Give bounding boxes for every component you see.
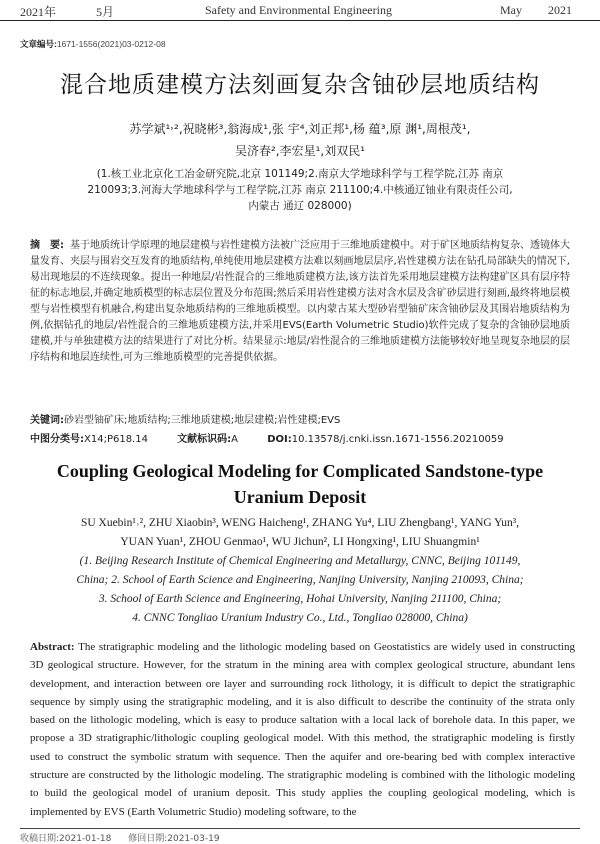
- chinese-abstract: [30, 238, 570, 366]
- article-number-value: 1671-1556(2021)03-0212-08: [56, 39, 166, 49]
- doc-code-label: 文献标识码:: [177, 434, 232, 445]
- clc-label: 中图分类号:: [30, 434, 84, 445]
- english-affiliation-line: China; 2. School of Earth Science and Engineering, Nanjing University, Nanjing 210093, China;: [76, 574, 524, 586]
- doi-label: DOI:: [267, 434, 292, 445]
- chinese-authors: [80, 118, 520, 162]
- header-month: 5月: [96, 5, 115, 19]
- footnote: [20, 828, 580, 844]
- keywords-value: 砂岩型铀矿床;地质结构;三维地质建模;地层建模;岩性建模;EVS: [64, 415, 341, 426]
- header-issue-year: 2021: [548, 3, 572, 17]
- article-number: [20, 38, 166, 50]
- chinese-authors-line: 苏学斌¹˒²,祝晓彬³,翁海成¹,张 宇⁴,刘正邦¹,杨 蕴³,原 渊¹,周根茂¹,: [129, 122, 471, 136]
- english-title: Coupling Geological Modeling for Complicated Sandstone-type Uranium Deposit: [56, 461, 544, 507]
- english-affiliation-line: 3. School of Earth Science and Engineering, Hohai University, Nanjing 211100, China;: [98, 593, 502, 605]
- revised-date: 修回日期:2021-03-19: [128, 834, 220, 844]
- chinese-abstract-label: 摘 要:: [30, 240, 64, 251]
- english-abstract: [30, 638, 575, 821]
- english-affiliations: [30, 552, 570, 628]
- chinese-affiliation-line: (1.核工业北京化工冶金研究院,北京 101149;2.南京大学地球科学与工程学院,江苏 南京: [96, 168, 504, 180]
- chinese-keywords: [30, 411, 570, 426]
- header-issue-month: May: [500, 3, 522, 17]
- header-year: 2021年: [20, 5, 57, 19]
- english-affiliation-line: 4. CNNC Tongliao Uranium Industry Co., Ltd., Tongliao 028000, China): [132, 612, 468, 624]
- keywords-label: 关键词:: [30, 415, 64, 426]
- english-authors: [30, 514, 570, 552]
- english-abstract-label: Abstract:: [30, 641, 75, 653]
- chinese-abstract-text: 基于地质统计学原理的地层建模与岩性建模方法被广泛应用于三维地质建模中。对于矿区地质结构复杂、透镜体大量发育、夹层与围岩交互发育的地质结构,单纯使用地层建模方法难以刻画地层层序,岩性建模方法在钻孔局部缺失的情况下,易出现地层的不连续现象。提出一种地层/岩性混合的三维地质建模方法,该方法首先采用地层建模方法构建矿区具有层序特征的标志地层,并确定地质模型的标志层位置及分布范围;然后采用岩性建模方法对含水层及含矿砂层进行刻画,最终将地层模型与岩性模型有机融合,构建出复杂地质结构的三维地质模型。以内蒙古某大型砂岩型铀矿床含铀砂层及其围岩地质结构为例,依据钻孔的地层/岩性混合的三维地质建模方法,并采用EVS(Earth Volumetric Studio)软件完成了复杂的含铀砂层地质建模,并与单独建模方法的结果进行了对比分析。结果显示:地层/岩性混合的三维地质建模方法能够较好地呈现复杂地层的层序结构和地层连续性,可为三维地质模型的完善提供依据。: [30, 240, 570, 363]
- received-date: 收稿日期:2021-01-18: [20, 834, 112, 844]
- chinese-affiliation-line: 内蒙古 通辽 028000): [248, 200, 352, 212]
- english-abstract-text: The stratigraphic modeling and the lithologic modeling based on Geostatistics are widely used in constructing 3D geological structure. However, for the stratum in the mining area with complex geological structure, abundant lens development, and interaction between ore layer and surrounding rock lithology, it is difficult to depict the stratigraphic sequence by simply using the stratigraphic modeling, and it is also difficult to describe the continuity of the strata only based on the lithologic modeling, which is easy to produce saltation with a local lack of borehole data. In this paper, we propose a 3D stratigraphic/lithologic coupling geological model. With this method, the stratigraphic modeling is firstly used to construct the symbolic stratum with sequence. Then the aquifer and ore-bearing bed with complex interactive structure are constructed by the lithologic modeling. The stratigraphic modeling is combined with the lithologic modeling to build the geological model of uranium deposit. This study applies the coupling geological modeling, which is implemented by EVS (Earth Volumetric Studio) modeling software, to the: [30, 641, 575, 818]
- chinese-title: 混合地质建模方法刻画复杂含铀砂层地质结构: [60, 72, 540, 98]
- chinese-affiliation-line: 210093;3.河海大学地球科学与工程学院,江苏 南京 211100;4.中核通辽铀业有限责任公司,: [87, 184, 513, 196]
- chinese-affiliations: [30, 166, 570, 214]
- doc-code-value: A: [231, 434, 238, 445]
- english-affiliation-line: (1. Beijing Research Institute of Chemical Engineering and Metallurgy, CNNC, Beijing 101149,: [79, 555, 521, 567]
- article-number-label: 文章编号:: [20, 39, 57, 49]
- doi-value: 10.13578/j.cnki.issn.1671-1556.20210059: [291, 434, 504, 445]
- english-authors-line: SU Xuebin¹˒², ZHU Xiaobin³, WENG Haicheng¹, ZHANG Yu⁴, LIU Zhengbang¹, YANG Yun³,: [80, 517, 520, 529]
- english-authors-line: YUAN Yuan¹, ZHOU Genmao¹, WU Jichun², LI Hongxing¹, LIU Shuangmin¹: [120, 536, 480, 548]
- header-journal: Safety and Environmental Engineering: [205, 3, 392, 17]
- running-header: [0, 0, 600, 21]
- classification-row: [30, 430, 590, 445]
- clc-value: X14;P618.14: [84, 434, 148, 445]
- chinese-authors-line: 吴济春²,李宏星¹,刘双民¹: [234, 144, 366, 158]
